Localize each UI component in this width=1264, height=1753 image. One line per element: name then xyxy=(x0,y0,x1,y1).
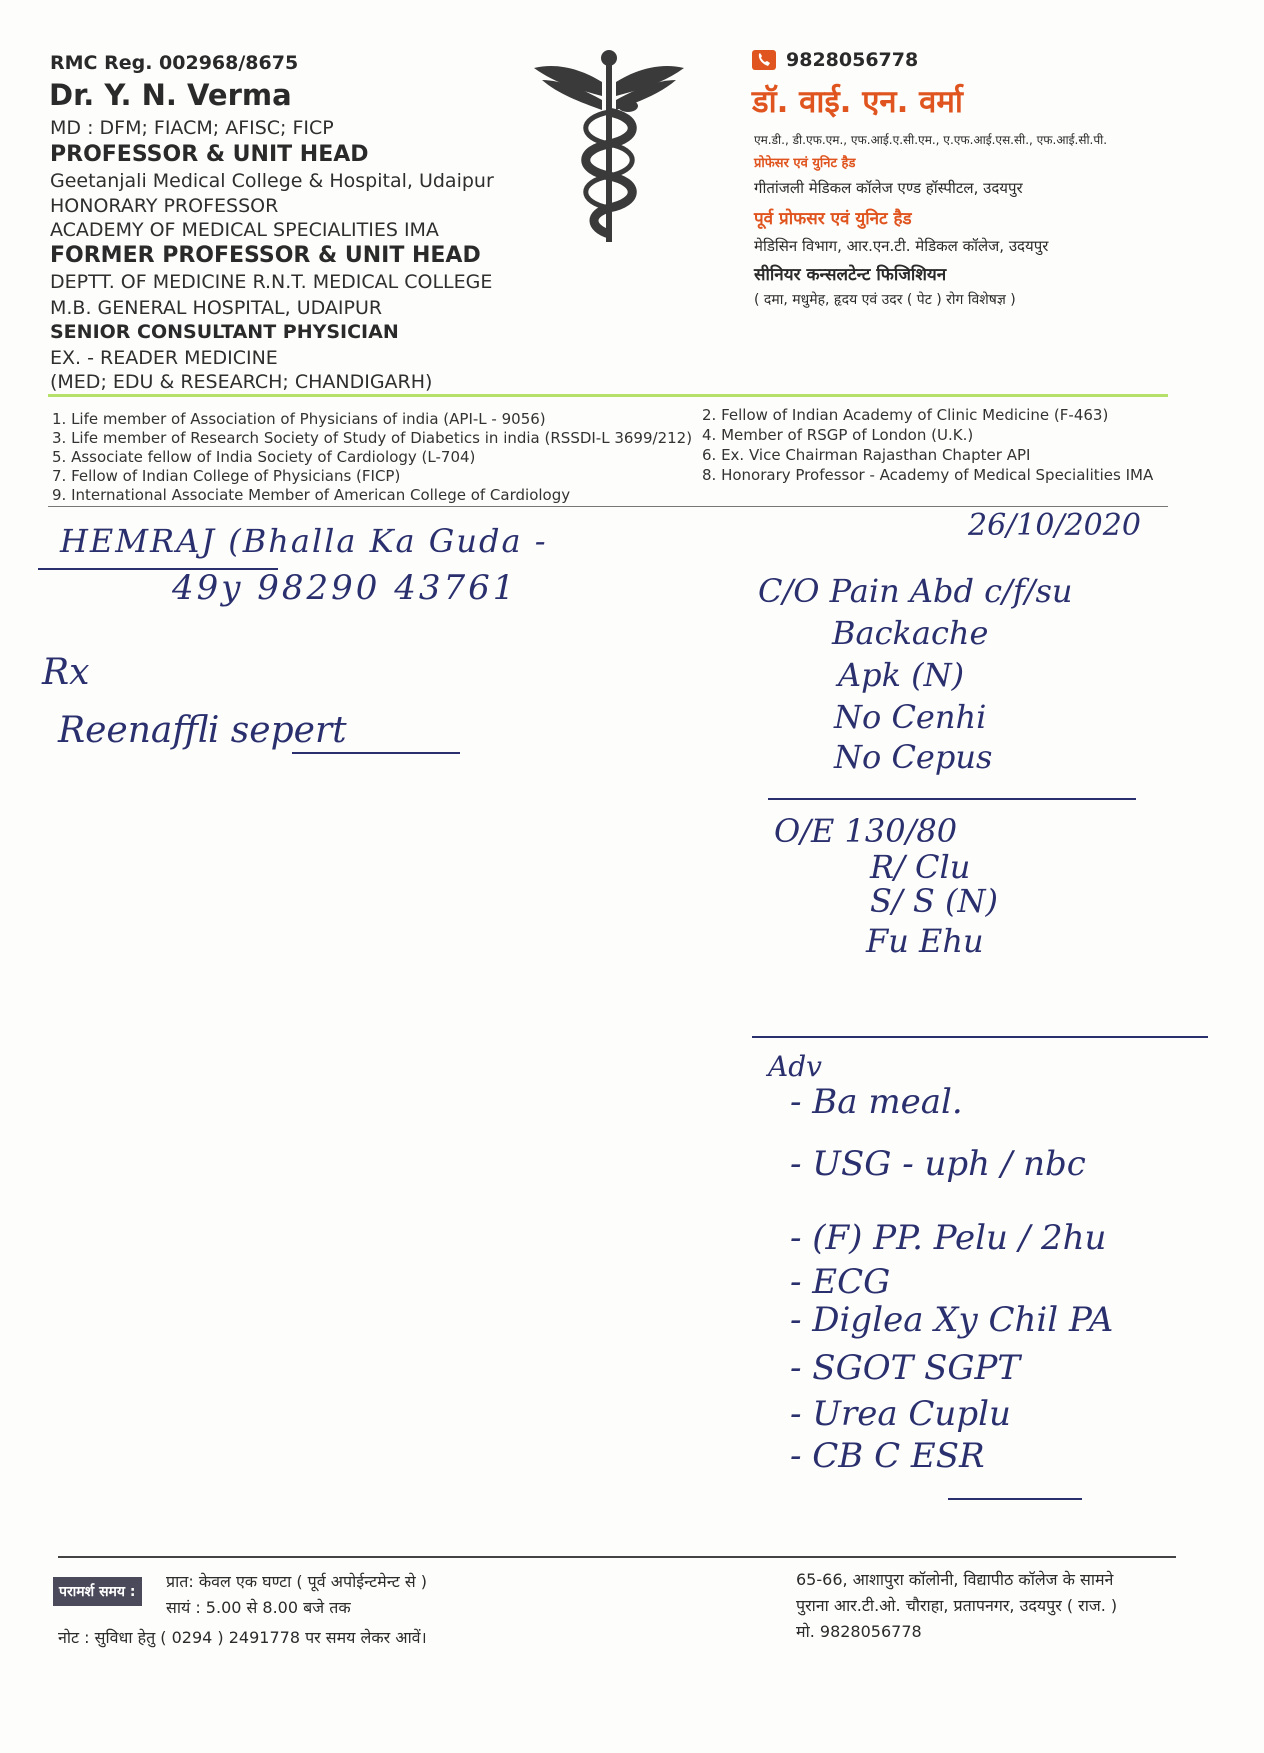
fellowship-7: 7. Fellow of Indian College of Physicians (FICP) xyxy=(52,467,401,485)
advice-end-line xyxy=(948,1498,1082,1500)
fellowship-4: 4. Member of RSGP of London (U.K.) xyxy=(702,426,974,444)
advice-item: - USG - uph / nbc xyxy=(790,1144,1086,1184)
exam-line: O/E 130/80 xyxy=(774,812,958,850)
mobile-number: मो. 9828056778 xyxy=(796,1622,922,1641)
fellowship-divider xyxy=(48,506,1168,507)
advice-item: - ECG xyxy=(790,1262,891,1302)
appointment-note: नोट : सुविधा हेतु ( 0294 ) 2491778 पर समय लेकर आवें। xyxy=(58,1628,427,1647)
complaints-divider xyxy=(768,798,1136,800)
exam-divider xyxy=(752,1036,1208,1038)
dept-line: DEPTT. OF MEDICINE R.N.T. MEDICAL COLLEGE xyxy=(50,271,493,293)
footer-divider xyxy=(58,1556,1176,1558)
degrees: MD : DFM; FIACM; AFISC; FICP xyxy=(50,117,334,139)
doctor-name-hindi: डॉ. वाई. एन. वर्मा xyxy=(752,84,963,120)
advice-item: - Ba meal. xyxy=(790,1082,963,1122)
rx-symbol: Rx xyxy=(42,652,90,693)
fellowship-3: 3. Life member of Research Society of Study of Diabetics in india (RSSDI-L 3699/212) xyxy=(52,429,693,447)
header-divider xyxy=(48,394,1168,397)
advice-item: - Diglea Xy Chil PA xyxy=(790,1300,1114,1340)
fellowship-8: 8. Honorary Professor - Academy of Medical Specialities IMA xyxy=(702,466,1154,484)
exam-line: Fu Ehu xyxy=(866,922,984,960)
consultation-time-label: परामर्श समय : xyxy=(53,1577,142,1606)
patient-name: HEMRAJ (Bhalla Ka Guda - xyxy=(60,522,548,560)
rx-underline xyxy=(292,752,460,754)
complaint-line: Apk (N) xyxy=(838,656,965,694)
title-former-hindi: पूर्व प्रोफसर एवं युनिट हैड xyxy=(754,209,912,229)
patient-age-phone: 49y 98290 43761 xyxy=(172,568,518,608)
honorary-line: HONORARY PROFESSOR xyxy=(50,195,279,217)
reg-number: RMC Reg. 002968/8675 xyxy=(50,52,299,74)
title-senior: SENIOR CONSULTANT PHYSICIAN xyxy=(50,321,399,343)
caduceus-icon xyxy=(528,48,690,248)
fellowship-2: 2. Fellow of Indian Academy of Clinic Medicine (F-463) xyxy=(702,406,1109,424)
advice-item: - (F) PP. Pelu / 2hu xyxy=(790,1218,1107,1258)
advice-item: - CB C ESR xyxy=(790,1436,985,1476)
college-hindi: गीतांजली मेडिकल कॉलेज एण्ड हॉस्पीटल, उदयपुर xyxy=(754,179,1023,197)
fellowship-6: 6. Ex. Vice Chairman Rajasthan Chapter API xyxy=(702,446,1031,464)
phone-number: 9828056778 xyxy=(786,49,919,71)
morning-time: प्रात: केवल एक घण्टा ( पूर्व अपोईन्टमेन्ट से ) xyxy=(166,1572,428,1591)
fellowship-5: 5. Associate fellow of India Society of Cardiology (L-704) xyxy=(52,448,476,466)
fellowship-9: 9. International Associate Member of American College of Cardiology xyxy=(52,486,571,504)
degrees-hindi: एम.डी., डी.एफ.एम., एफ.आई.ए.सी.एम., ए.एफ.आई.एस.सी., एफ.आई.सी.पी. xyxy=(754,133,1108,147)
title-professor: PROFESSOR & UNIT HEAD xyxy=(50,142,369,167)
exam-line: R/ Clu xyxy=(870,848,971,886)
exam-line: S/ S (N) xyxy=(870,882,998,920)
ex-reader: EX. - READER MEDICINE xyxy=(50,347,278,369)
complaint-line: Backache xyxy=(832,614,989,652)
academy-line: ACADEMY OF MEDICAL SPECIALITIES IMA xyxy=(50,219,439,241)
fellowship-1: 1. Life member of Association of Physicians of india (API-L - 9056) xyxy=(52,410,546,428)
evening-time: सायं : 5.00 से 8.00 बजे तक xyxy=(166,1598,351,1617)
advice-heading: Adv xyxy=(768,1050,822,1083)
hospital-line: M.B. GENERAL HOSPITAL, UDAIPUR xyxy=(50,297,383,319)
advice-item: - Urea Cuplu xyxy=(790,1394,1011,1434)
address-line-1: 65-66, आशापुरा कॉलोनी, विद्यापीठ कॉलेज के सामने xyxy=(796,1570,1114,1589)
title-former: FORMER PROFESSOR & UNIT HEAD xyxy=(50,243,481,268)
complaint-line: No Cepus xyxy=(834,738,993,776)
complaint-line: C/O Pain Abd c/f/su xyxy=(758,572,1073,610)
phone-icon xyxy=(752,50,776,70)
college-line: Geetanjali Medical College & Hospital, Udaipur xyxy=(50,170,494,192)
ex-reader-detail: (MED; EDU & RESEARCH; CHANDIGARH) xyxy=(50,371,433,393)
rx-note: Reenaffli sepert xyxy=(58,710,347,751)
dept-hindi: मेडिसिन विभाग, आर.एन.टी. मेडिकल कॉलेज, उदयपुर xyxy=(754,237,1049,255)
specialist-hindi: ( दमा, मधुमेह, हृदय एवं उदर ( पेट ) रोग विशेषज्ञ ) xyxy=(754,292,1016,308)
advice-item: - SGOT SGPT xyxy=(790,1348,1021,1388)
doctor-name: Dr. Y. N. Verma xyxy=(49,78,292,112)
title-senior-hindi: सीनियर कन्सलटेन्ट फिजिशियन xyxy=(754,265,947,285)
title-professor-hindi: प्रोफेसर एवं युनिट हैड xyxy=(754,156,856,171)
prescription-date: 26/10/2020 xyxy=(968,508,1141,543)
complaint-line: No Cenhi xyxy=(834,698,987,736)
address-line-2: पुराना आर.टी.ओ. चौराहा, प्रतापनगर, उदयपुर ( राज. ) xyxy=(796,1596,1118,1615)
